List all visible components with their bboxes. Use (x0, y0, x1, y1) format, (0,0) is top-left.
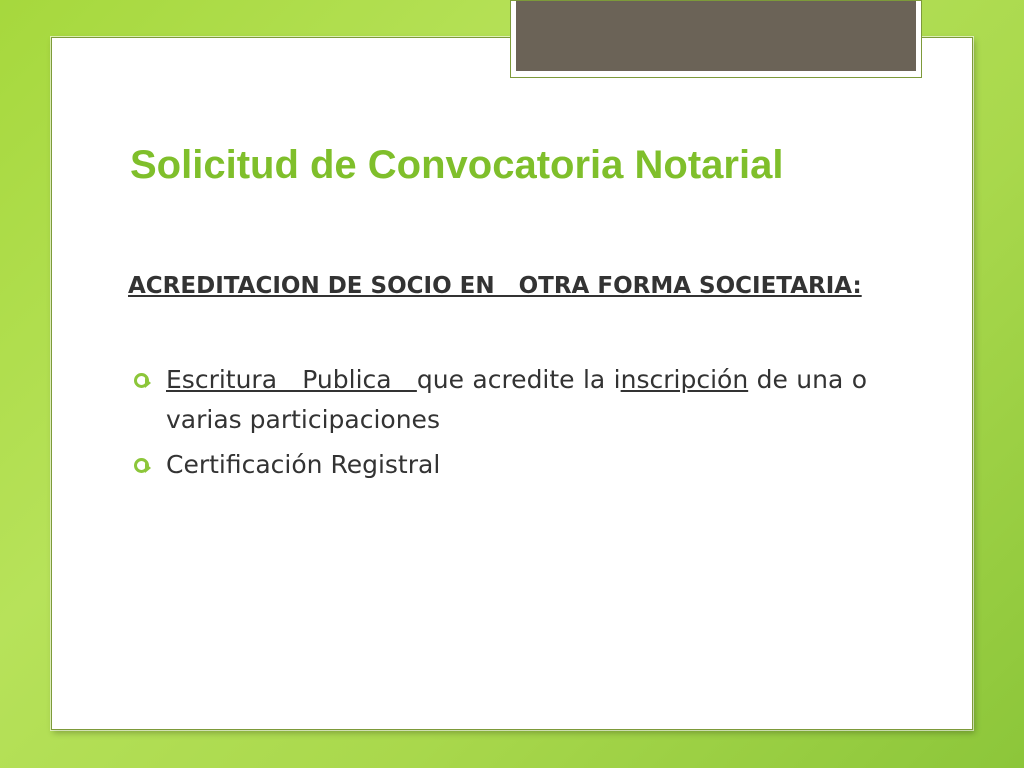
bullet-item-certificacion (132, 445, 867, 485)
bullet-text-a: que acredite la i (416, 365, 621, 394)
bullet-icon (134, 373, 149, 388)
bullet-lead-underlined: Escritura Publica (166, 365, 417, 394)
bullet-text-b: de una o varias participaciones (166, 365, 867, 434)
bullet-underlined-word: nscripción (620, 365, 749, 394)
section-subheading: ACREDITACION DE SOCIO EN OTRA FORMA SOCIETARIA: (128, 273, 862, 299)
bullet-item-escritura (132, 360, 867, 440)
decorative-tab (510, 0, 922, 78)
bullet-text: Certificación Registral (166, 450, 441, 479)
bullet-icon (134, 458, 149, 473)
bullet-list (132, 360, 867, 490)
slide-title: Solicitud de Convocatoria Notarial (130, 143, 784, 187)
decorative-tab-fill (516, 1, 916, 71)
